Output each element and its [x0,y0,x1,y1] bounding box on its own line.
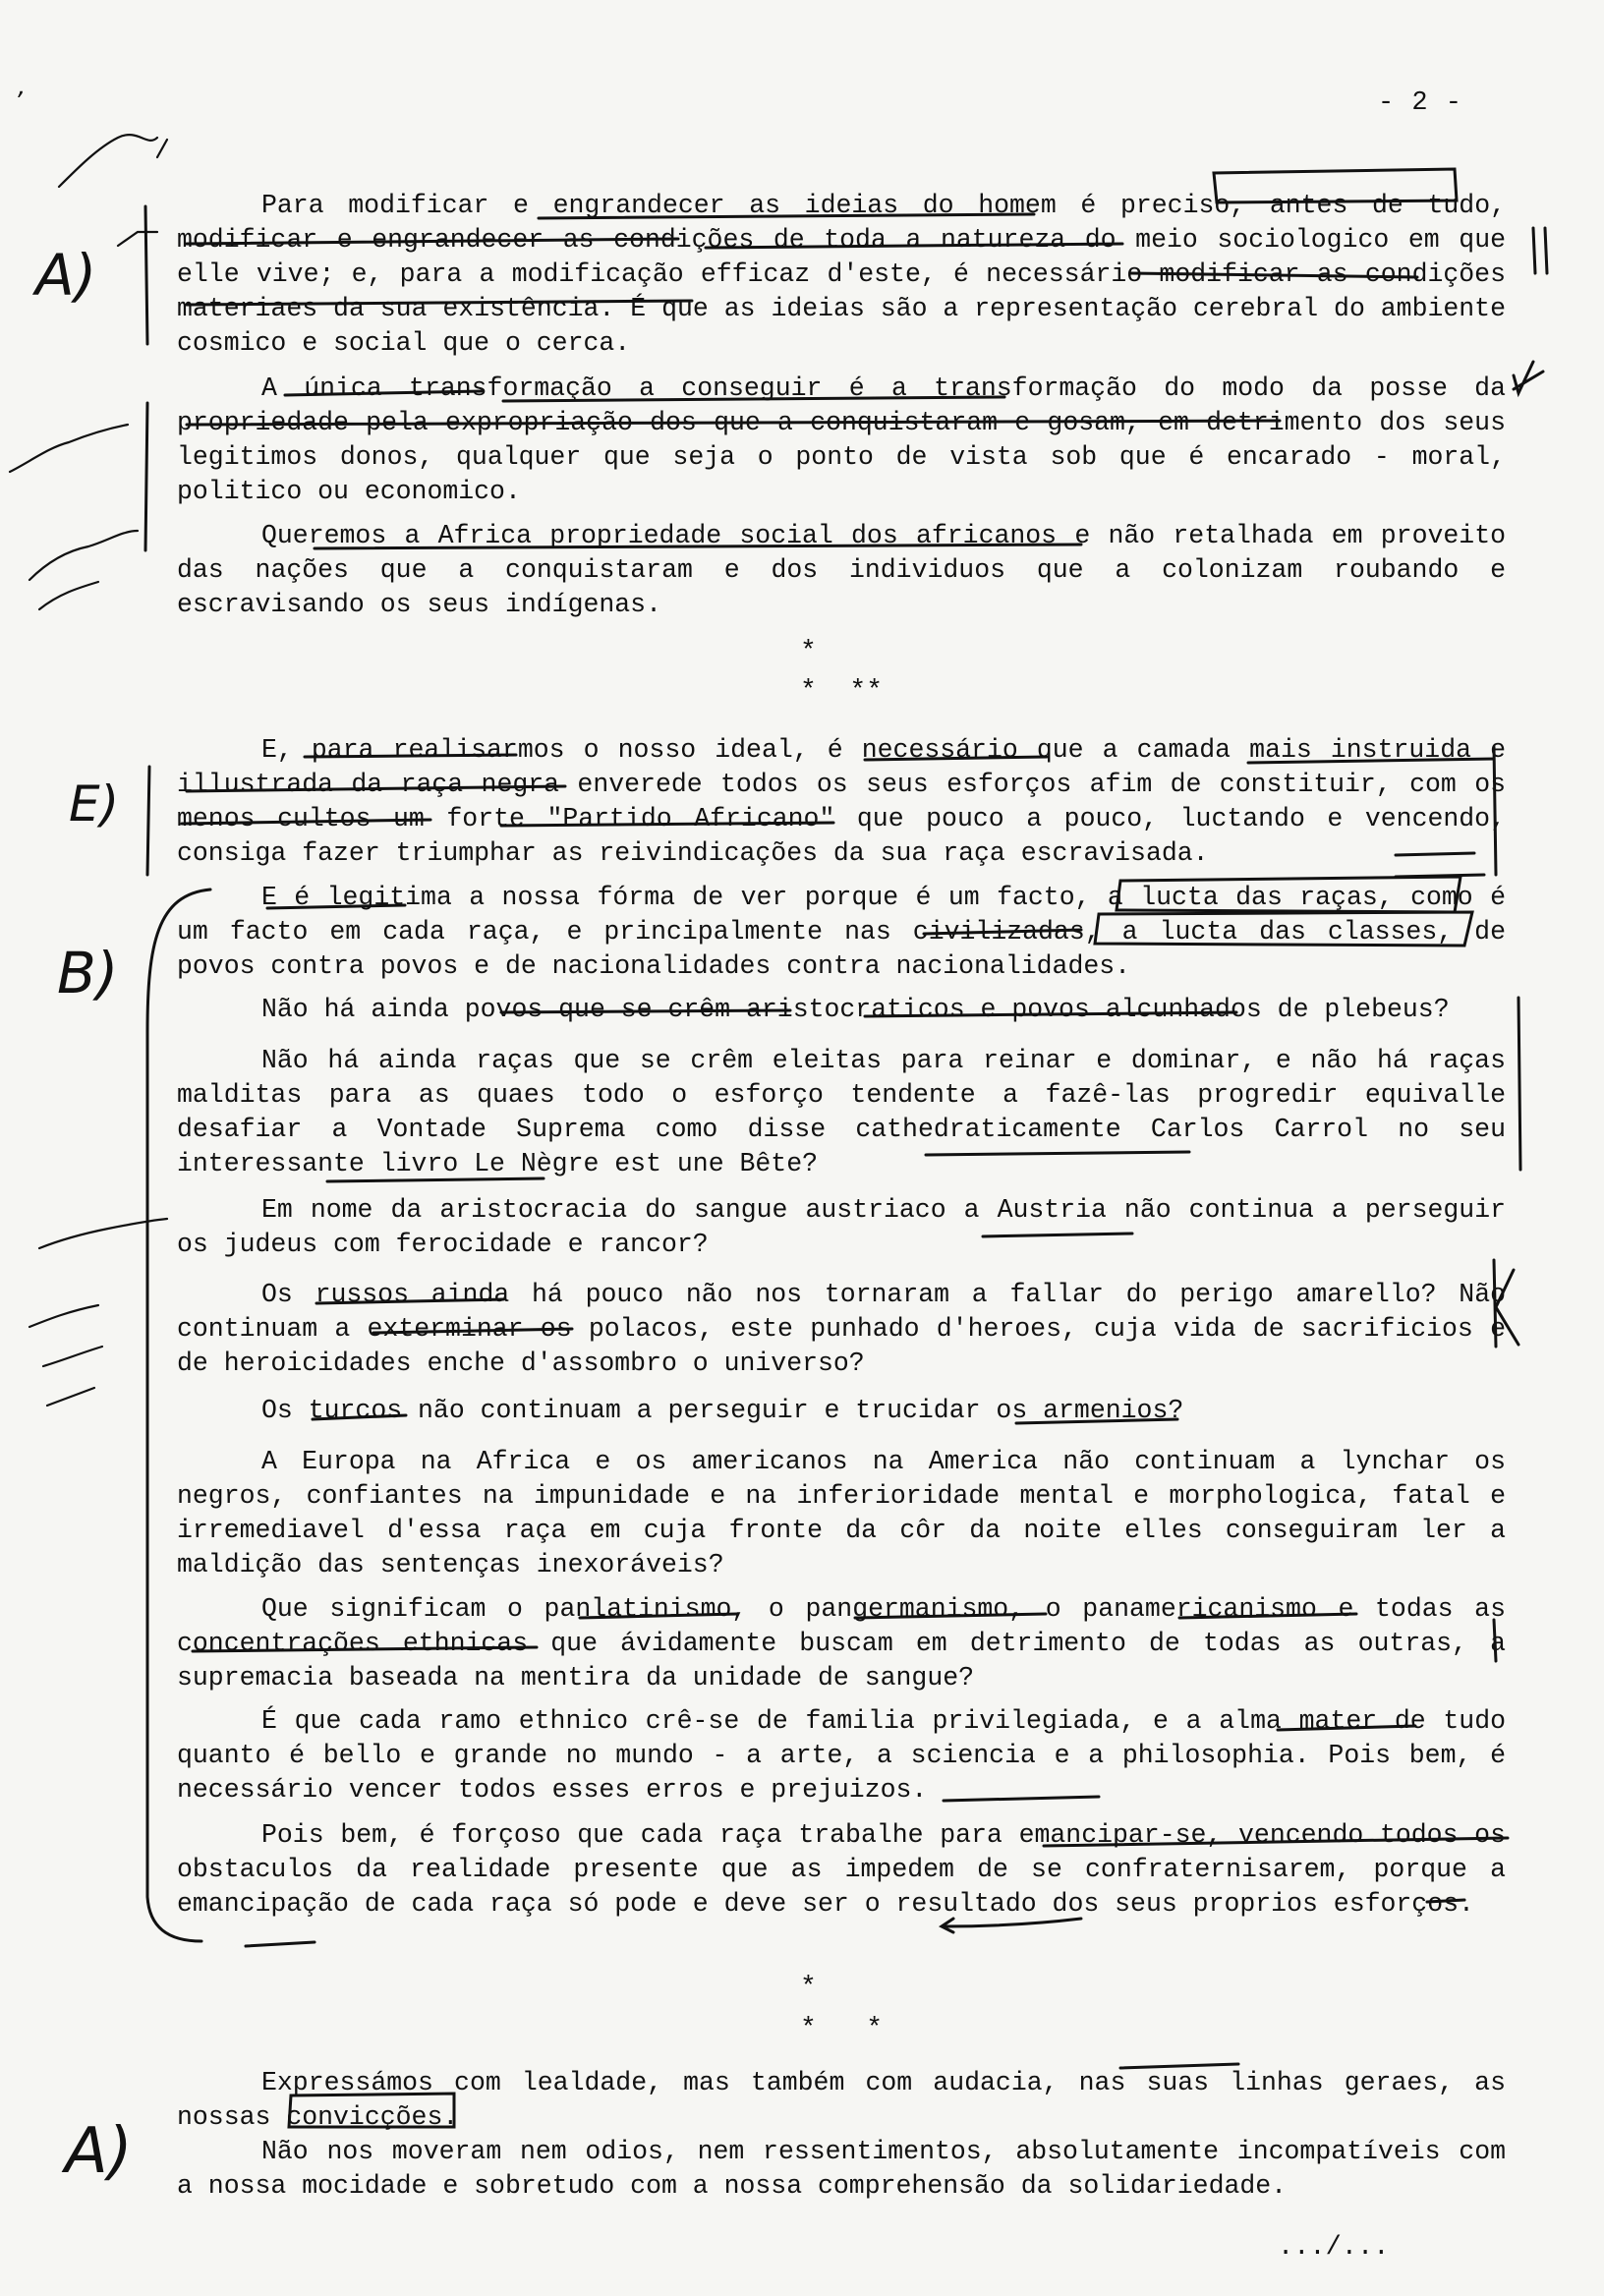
paragraph-13: É que cada ramo ethnico crê-se de familia privilegiada, e a alma mater de tudo quanto é bello e grande no mundo - a arte, a sciencia e a philosophia. Pois bem, é necessário vencer todos esses erros e prejuizos. [177,1706,1506,1805]
paragraph-10: Os turcos não continuam a perseguir e trucidar os armenios? [261,1396,1184,1425]
paragraph-16: Não nos moveram nem odios, nem ressentimentos, absolutamente incompatíveis com a nossa mocidade e sobretudo com a nossa comprehensão da solidariedade. [177,2137,1506,2201]
scribble-3 [29,531,138,580]
page-number: - 2 - [1378,88,1463,118]
margin-mark-top: , [18,72,27,101]
paragraph-6: Não há ainda povos que se crêm aristocraticos e povos alcunhados de plebeus? [261,995,1450,1024]
check-mark [1514,362,1543,393]
scribble-1b [118,232,157,246]
scribble-5b [43,1347,102,1366]
arrow-2 [246,1942,315,1946]
margin-letters [18,72,133,2188]
right-margin-bracket-2 [1518,998,1520,1170]
margin-note-b: B) [57,940,119,1006]
underline-16 [1396,875,1484,877]
scribble-6 [157,140,167,157]
paragraph-4: E, para realisarmos o nosso ideal, é necessário que a camada mais instruida e illustrada da raça negra enverede todos os seus esforços afim de constituir, com os menos cultos um forte "Partido Africano" que pouco a pouco, luctando e vencendo, consiga fazer triumphar as reivindicações da sua raça escravisada. [177,735,1506,868]
scribble-4 [39,1219,167,1248]
margin-note-a-bottom: A) [65,2115,133,2188]
continuation-mark: .../... [1278,2233,1390,2263]
paragraph-5: E é legitima a nossa fórma de ver porque é um facto, a lucta das raças, como é um facto em cada raça, e principalmente nas civilizadas, a lucta das classes, de povos contra povos e de nacionalidades contra nacionalidades. [177,883,1506,981]
right-margin-lines [1533,228,1547,273]
paragraph-2: A única transformação a conseguir é a transformação do modo da posse da propriedade pela expropriação dos que a conquistaram e gosam, em detrimento dos seus legitimos donos, qualquer que seja o ponto de vista sob que é encarado - moral, politico ou economico. [177,373,1506,506]
margin-bracket-2 [145,403,147,550]
paragraph-9: Os russos ainda há pouco não nos tornaram a fallar do perigo amarello? Não continuam a exterminar os polacos, este punhado d'heroes, cuja vida de sacrificios e de heroicidades enche d'assombro o universo? [177,1280,1506,1378]
paragraph-7: Não há ainda raças que se crêm eleitas para reinar e dominar, e não há raças malditas para as quaes todo o esforço tendente a fazê-las progredir equivalle desafiar a Vontade Suprema como disse cathedraticamente Carlos Carrol no seu interessante livro Le Nègre est une Bête? [177,1046,1506,1178]
section-separator-1: * * ** [800,637,884,707]
margin-note-e: E) [69,775,120,832]
paragraph-12: Que significam o panlatinismo, o pangermanismo, o panamericanismo e todas as concentrações ethnicas que ávidamente buscam em detrimento de todas as outras, a supremacia baseada na mentira da unidade de sangue? [177,1594,1506,1693]
paragraph-11: A Europa na Africa e os americanos na America não continuam a lynchar os negros, confiantes na impunidade e na inferioridade mental e morphologica, fatal e irremediavel d'essa raça em cuja fronte da côr da noite elles conseguiram ler a maldição das sentenças inexoráveis? [177,1447,1506,1579]
margin-bracket-3 [147,767,149,875]
scribble-5 [29,1305,98,1327]
section-separator-2: * * * [800,1973,884,2044]
scribble-5c [47,1388,94,1406]
paragraph-1: Para modificar e engrandecer as ideias do homem é preciso, antes de tudo, modificar e engrandecer as condições de toda a natureza do meio sociologico em que elle vive; e, para a modificação efficaz d'este, é necessário modificar as condições materiaes da sua existência. É que as ideias são a representação cerebral do ambiente cosmico e social que o cerca. [177,191,1506,358]
margin-bracket-1 [145,206,147,344]
scribble-3b [39,582,98,609]
scribble-1 [59,135,157,187]
paragraph-14: Pois bem, é forçoso que cada raça trabalhe para emancipar-se, vencendo todos os obstaculos da realidade presente que as impedem de se confraternisarem, porque a emancipação de cada raça só pode e deve ser o resultado dos seus proprios esforços. [177,1820,1506,1919]
scribble-2 [10,425,128,472]
paragraph-8: Em nome da aristocracia do sangue austriaco a Austria não continua a perseguir os judeus com ferocidade e rancor? [177,1195,1506,1259]
paragraph-3: Queremos a Africa propriedade social dos africanos e não retalhada em proveito das nações que a conquistaram e dos individuos que a colonizam roubando e escravisando os seus indígenas. [177,521,1506,619]
paragraph-15: Expressámos com lealdade, mas também com audacia, nas suas linhas geraes, as nossas convicções. [177,2068,1506,2132]
margin-scribbles [10,135,167,1406]
margin-note-a-top: A) [35,242,97,309]
